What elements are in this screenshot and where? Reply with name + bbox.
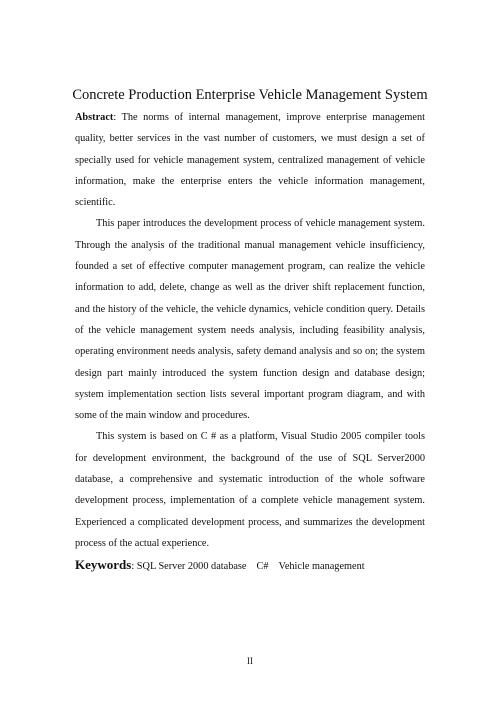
keywords-label: Keywords: [75, 557, 132, 572]
keywords-line: [75, 556, 425, 576]
abstract-paragraph-2: This paper introduces the development process of vehicle management system. Through the analysis of the traditional manual management vehicle insufficiency, founded a set of effective computer management program, can realize the vehicle information to add, delete, change as well as the driver shift replacement function, and the history of the vehicle, the vehicle dynamics, vehicle condition query. Details of the vehicle management system needs analysis, including feasibility analysis, operating environment needs analysis, safety demand analysis and so on; the system design part mainly introduced the system function design and database design; system implementation section lists several important program diagram, and with some of the main window and procedures.: [75, 218, 425, 422]
abstract-paragraph-1: [75, 107, 425, 213]
paper-title: Concrete Production Enterprise Vehicle Management System: [72, 87, 428, 103]
keyword-item: Vehicle management: [278, 561, 365, 572]
keyword-item: C#: [256, 561, 269, 572]
keyword-item: SQL Server 2000 database: [136, 561, 247, 572]
abstract-paragraph-3: This system is based on C # as a platform, Visual Studio 2005 compiler tools for development environment, the background of the use of SQL Server2000 database, a comprehensive and systematic introduction of the whole software development process, implementation of a complete vehicle management system. Experienced a complicated development process, and summarizes the development process of the actual experience.: [75, 431, 425, 549]
abstract-section: [75, 107, 425, 554]
abstract-label: Abstract: [75, 112, 114, 123]
keywords-separator: :: [131, 561, 135, 572]
page-number: II: [247, 656, 253, 666]
abstract-text-1: : The norms of internal management, improve enterprise management quality, better services in the vast number of customers, we must design a set of specially used for vehicle management system, centralized management of vehicle information, make the enterprise enters the vehicle information management, scientific.: [75, 112, 425, 209]
